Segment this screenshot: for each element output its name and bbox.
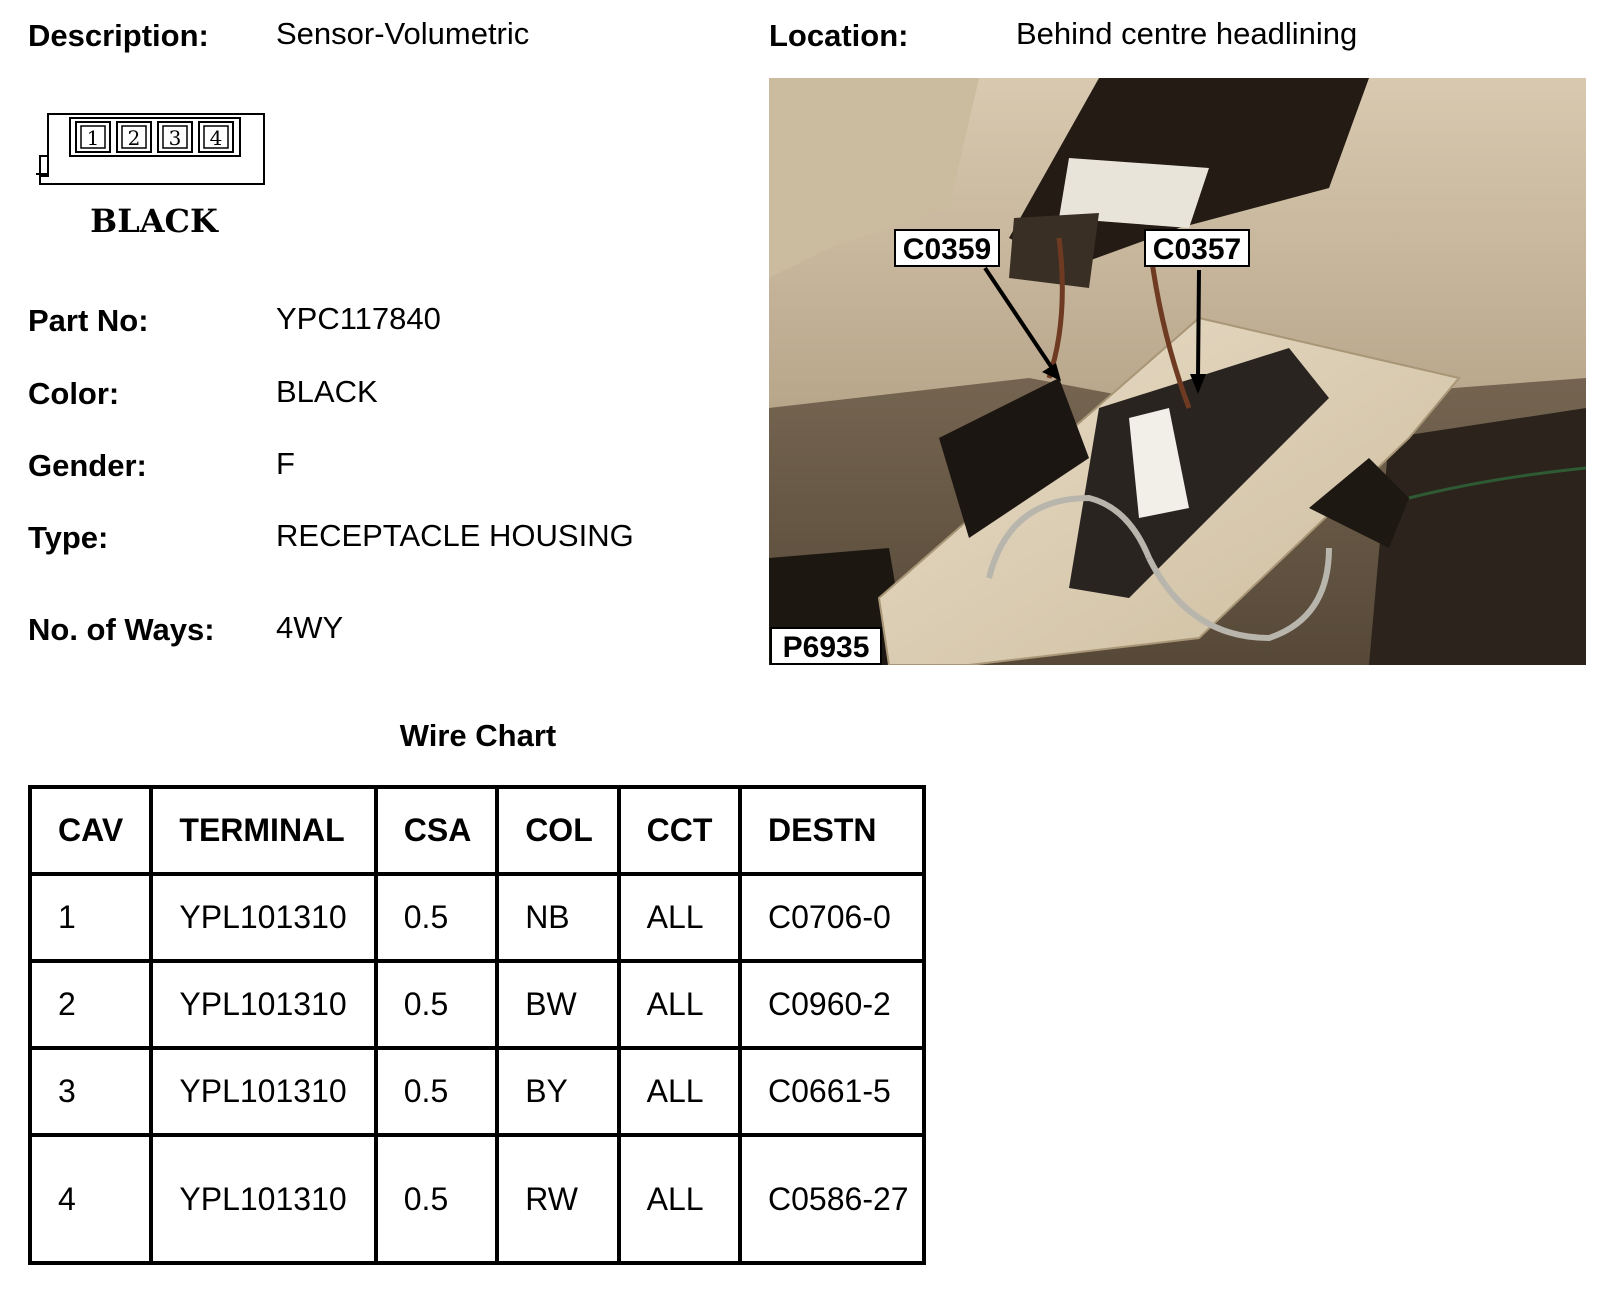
cell-csa: 0.5 xyxy=(376,961,497,1048)
pin-2 xyxy=(117,122,151,152)
part-no-label: Part No: xyxy=(28,303,149,338)
location-label: Location: xyxy=(769,18,909,53)
pin-2-label: 2 xyxy=(127,126,141,150)
cell-terminal: YPL101310 xyxy=(151,1048,375,1135)
cell-terminal: YPL101310 xyxy=(151,1135,375,1263)
header-col: COL xyxy=(497,787,618,874)
cell-cav: 1 xyxy=(30,874,151,961)
cell-cct: ALL xyxy=(619,961,740,1048)
table-header-row xyxy=(30,787,924,874)
cell-cct: ALL xyxy=(619,1048,740,1135)
connector-diagram xyxy=(36,112,272,242)
photo-callout-c0357: C0357 xyxy=(1152,233,1242,266)
pin-1 xyxy=(76,122,110,152)
cell-col: RW xyxy=(497,1135,618,1263)
table-row xyxy=(30,1048,924,1135)
wire-chart-table xyxy=(28,785,926,1265)
cell-csa: 0.5 xyxy=(376,1135,497,1263)
cell-destn: C0960-2 xyxy=(740,961,924,1048)
color-label: Color: xyxy=(28,376,120,411)
table-row xyxy=(30,874,924,961)
header-cav: CAV xyxy=(30,787,151,874)
type-label: Type: xyxy=(28,520,109,555)
cell-cav: 3 xyxy=(30,1048,151,1135)
pin-4-label: 4 xyxy=(209,126,223,150)
header-cct: CCT xyxy=(619,787,740,874)
cell-cav: 4 xyxy=(30,1135,151,1263)
cell-col: BW xyxy=(497,961,618,1048)
header-terminal: TERMINAL xyxy=(151,787,375,874)
photo-callout-c0359: C0359 xyxy=(902,233,992,266)
header-csa: CSA xyxy=(376,787,497,874)
table-row xyxy=(30,961,924,1048)
color-value: BLACK xyxy=(276,374,378,409)
photo-id-label: P6935 xyxy=(782,631,870,664)
cell-csa: 0.5 xyxy=(376,874,497,961)
gender-value: F xyxy=(276,446,295,481)
location-value: Behind centre headlining xyxy=(1016,16,1358,51)
type-value: RECEPTACLE HOUSING xyxy=(276,518,634,553)
cell-terminal: YPL101310 xyxy=(151,874,375,961)
ways-label: No. of Ways: xyxy=(28,612,215,647)
connector-color-label: BLACK xyxy=(90,202,218,240)
location-photo xyxy=(769,78,1586,665)
cell-col: NB xyxy=(497,874,618,961)
wire-chart-title: Wire Chart xyxy=(399,718,557,753)
description-label: Description: xyxy=(28,18,209,53)
cell-destn: C0586-27 xyxy=(740,1135,924,1263)
part-no-value: YPC117840 xyxy=(276,301,441,336)
ways-value: 4WY xyxy=(276,610,344,645)
pin-1-label: 1 xyxy=(86,126,100,150)
cell-destn: C0706-0 xyxy=(740,874,924,961)
pin-3 xyxy=(158,122,192,152)
cell-csa: 0.5 xyxy=(376,1048,497,1135)
description-value: Sensor-Volumetric xyxy=(276,16,530,51)
pin-4 xyxy=(199,122,233,152)
cell-cct: ALL xyxy=(619,1135,740,1263)
header-destn: DESTN xyxy=(740,787,924,874)
cell-destn: C0661-5 xyxy=(740,1048,924,1135)
table-row xyxy=(30,1135,924,1263)
pin-3-label: 3 xyxy=(168,126,182,150)
cell-cav: 2 xyxy=(30,961,151,1048)
cell-terminal: YPL101310 xyxy=(151,961,375,1048)
gender-label: Gender: xyxy=(28,448,147,483)
cell-col: BY xyxy=(497,1048,618,1135)
cell-cct: ALL xyxy=(619,874,740,961)
